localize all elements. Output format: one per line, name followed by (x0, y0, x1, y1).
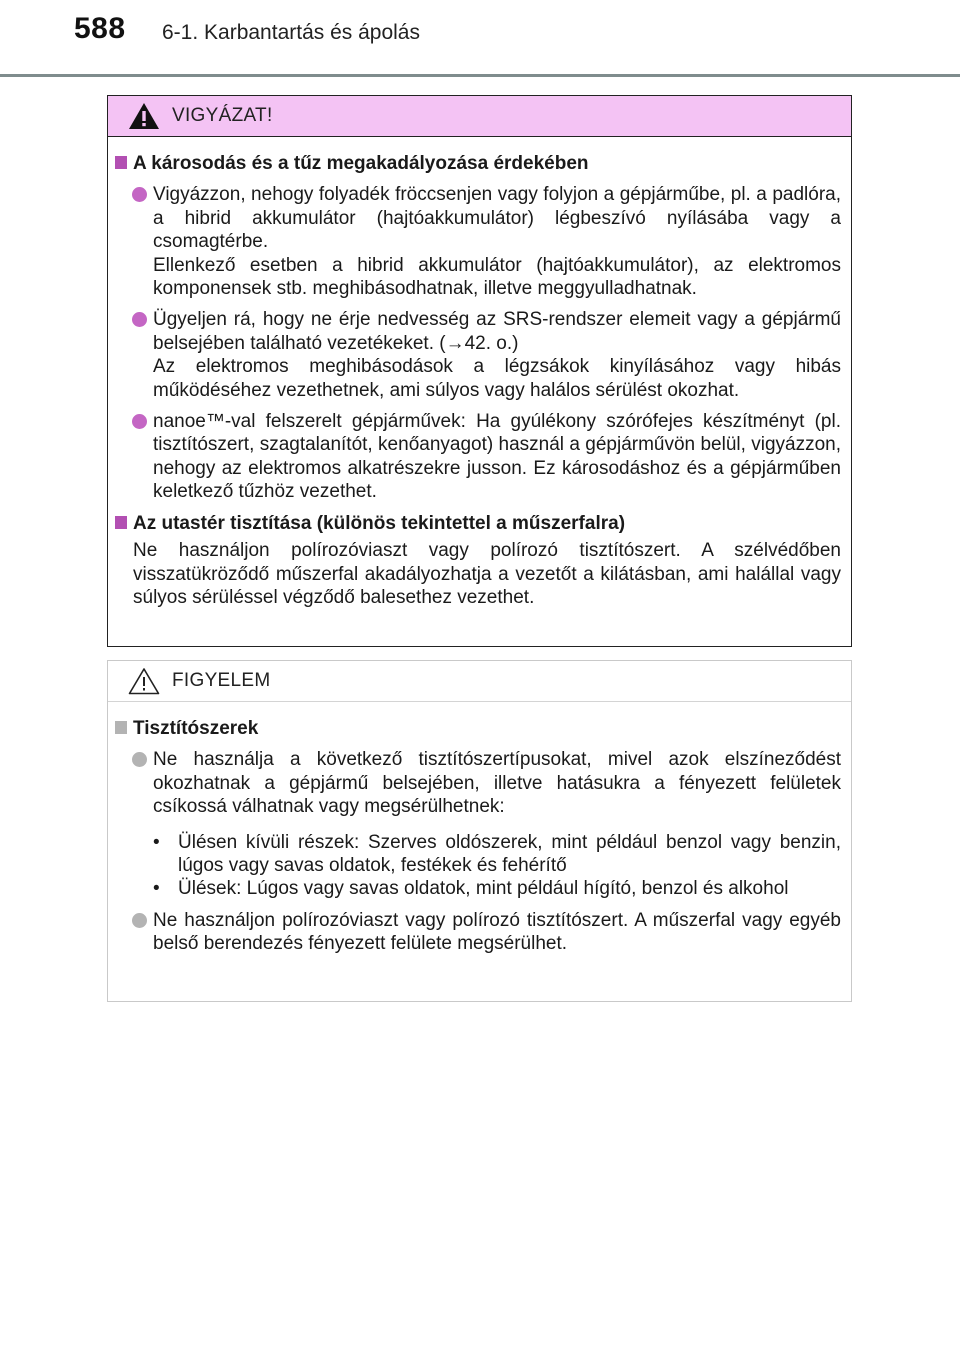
paragraph: Ne használjon polírozóviaszt vagy polírozó tisztítószert. A szélvédőben visszatükröződő műszerfal akadályozhatja a vezetőt a kilátásban, ami halállal vagy súlyos sérüléssel végződő balesethez vezethet. (133, 540, 841, 608)
item-text: Az elektromos meghibásodások a légzsákok kinyílásához vagy hibás működéséhez vezethetnek, ami súlyos vagy halálos sérülést okozhat. (153, 356, 841, 401)
list-item (108, 909, 841, 956)
warning-triangle-filled-icon (128, 102, 160, 130)
subheading-text: Tisztítószerek (133, 718, 259, 739)
square-bullet-icon (115, 721, 127, 734)
notice-box (107, 660, 852, 1002)
dot-bullet-icon (132, 752, 147, 767)
list-item (108, 410, 841, 504)
page-header (0, 0, 960, 80)
warning-subheading-damage (108, 152, 841, 175)
list-item (108, 183, 841, 300)
list-item (108, 748, 841, 818)
item-text: Vigyázzon, nehogy folyadék fröccsenjen vagy folyjon a gépjárműbe, pl. a padlóra, a hibrid akkumulátor (hajtóakkumulátor) légbeszívó nyílásába vagy a csomagtérbe. (153, 184, 841, 253)
warning-subheading-cabin (108, 512, 841, 535)
warning-body (108, 137, 851, 609)
warning-header (108, 96, 851, 137)
list-item (108, 308, 841, 402)
header-divider (0, 74, 960, 77)
item-text: Ellenkező esetben a hibrid akkumulátor (hajtóakkumulátor), az elektromos komponensek stb. meghibásodhatnak, illetve meggyulladhatnak. (153, 254, 841, 300)
dot-bullet-icon (132, 913, 147, 928)
notice-body (108, 702, 851, 956)
item-text: Ügyeljen rá, hogy ne érje nedvesség az SRS-rendszer elemeit vagy a gépjármű belsejében található vezetékeket. (→42. o.) (153, 309, 841, 354)
section-title: 6-1. Karbantartás és ápolás (162, 21, 420, 44)
item-text: Ne használjon polírozóviaszt vagy polírozó tisztítószert. A műszerfal vagy egyéb belső berendezés fényezett felülete megsérülhet. (153, 909, 841, 955)
item-text: Ne használja a következő tisztítószertípusokat, mivel azok elszíneződést okozhatnak a gépjármű belsejében, illetve hatásukra a fényezett felületek csíkossá válhatnak vagy megsérülhetnek: (153, 749, 841, 818)
bullet-text: Ülések: Lúgos vagy savas oldatok, mint például hígító, benzol és alkohol (178, 878, 789, 900)
bullet-mark: • (153, 831, 160, 853)
notice-label: FIGYELEM (172, 670, 271, 691)
sub-bullet-item (133, 877, 841, 900)
square-bullet-icon (115, 516, 127, 529)
bullet-mark: • (153, 878, 160, 900)
bullet-text: Ülésen kívüli részek: Szerves oldószerek, mint például benzol vagy benzin, lúgos vagy savas oldatok, festékek és fehérítő (178, 831, 841, 877)
dot-bullet-icon (132, 414, 147, 429)
warning-label: VIGYÁZAT! (172, 105, 273, 126)
dot-bullet-icon (132, 312, 147, 327)
warning-triangle-outline-icon (128, 667, 160, 695)
notice-header (108, 661, 851, 702)
sub-bullet-item (133, 831, 841, 878)
item-text: nanoe™-val felszerelt gépjárművek: Ha gyúlékony szórófejes készítményt (pl. tisztítószert, szagtalanítót, kenőanyagot) használ a gépjárművön belül, vigyázzon, nehogy az elektromos alkatrészekre jusson. Ez károsodáshoz és a gépjárműben keletkező tűzhöz vezethet. (153, 411, 841, 503)
subheading-text: Az utastér tisztítása (különös tekintettel a műszerfalra) (133, 512, 626, 534)
subheading-text: A károsodás és a tűz megakadályozása érdekében (133, 153, 589, 174)
page-number: 588 (74, 12, 126, 45)
sub-bullet-list (108, 831, 841, 901)
warning-box (107, 95, 852, 647)
square-bullet-icon (115, 156, 127, 169)
dot-bullet-icon (132, 187, 147, 202)
notice-subheading-cleaners (108, 717, 841, 740)
